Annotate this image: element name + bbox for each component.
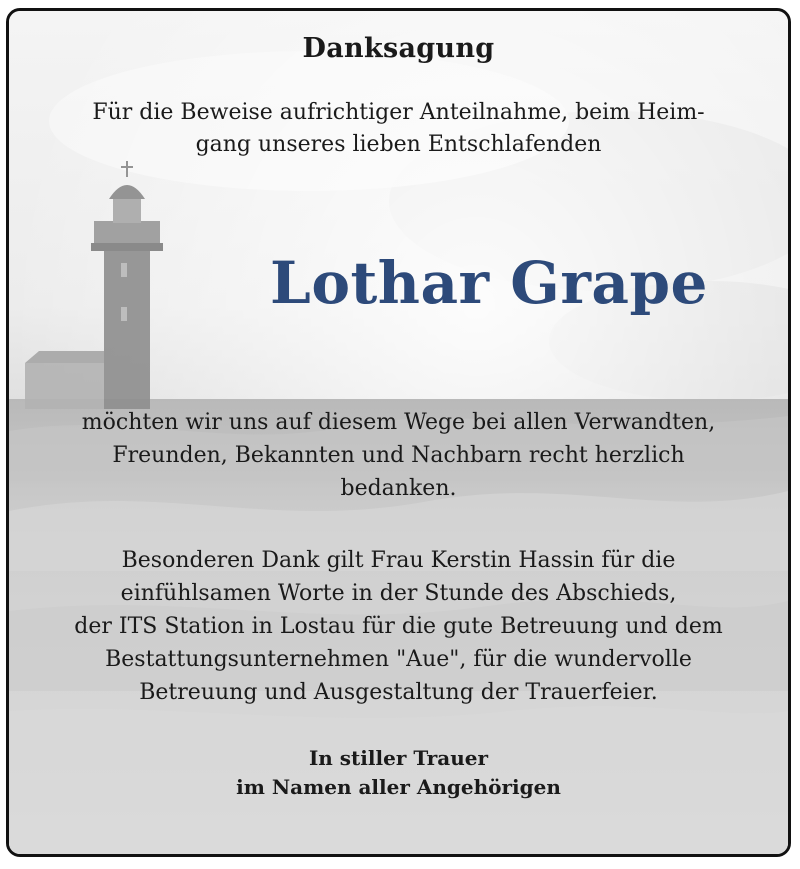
special-thanks-line: der ITS Station in Lostau für die gute Betreuung und dem: [74, 614, 723, 639]
thanks-line: möchten wir uns auf diesem Wege bei allen Verwandten,: [81, 410, 716, 435]
notice-content: [9, 11, 788, 854]
intro-line: gang unseres lieben Entschlafenden: [195, 132, 602, 157]
signature-line: im Namen aller Angehörigen: [236, 775, 561, 799]
notice-heading: Danksagung: [302, 33, 495, 64]
intro-line: Für die Beweise aufrichtiger Anteilnahme, beim Heim-: [92, 100, 705, 125]
special-thanks-line: Betreuung und Ausgestaltung der Trauerfeier.: [139, 680, 658, 705]
special-thanks-line: einfühlsamen Worte in der Stunde des Abschieds,: [120, 581, 677, 606]
thanks-paragraph: [9, 406, 788, 505]
obituary-notice-card: [6, 8, 791, 857]
intro-text: [9, 97, 788, 161]
signature-line: In stiller Trauer: [308, 746, 489, 770]
special-thanks-line: Besonderen Dank gilt Frau Kerstin Hassin für die: [121, 548, 676, 573]
thanks-line: Freunden, Bekannten und Nachbarn recht herzlich: [112, 443, 685, 468]
special-thanks-paragraph: [9, 544, 788, 709]
special-thanks-line: Bestattungsunternehmen "Aue", für die wundervolle: [105, 647, 692, 672]
deceased-name: Lothar Grape: [270, 249, 708, 317]
thanks-line: bedanken.: [340, 476, 457, 501]
signature-block: [9, 744, 788, 802]
